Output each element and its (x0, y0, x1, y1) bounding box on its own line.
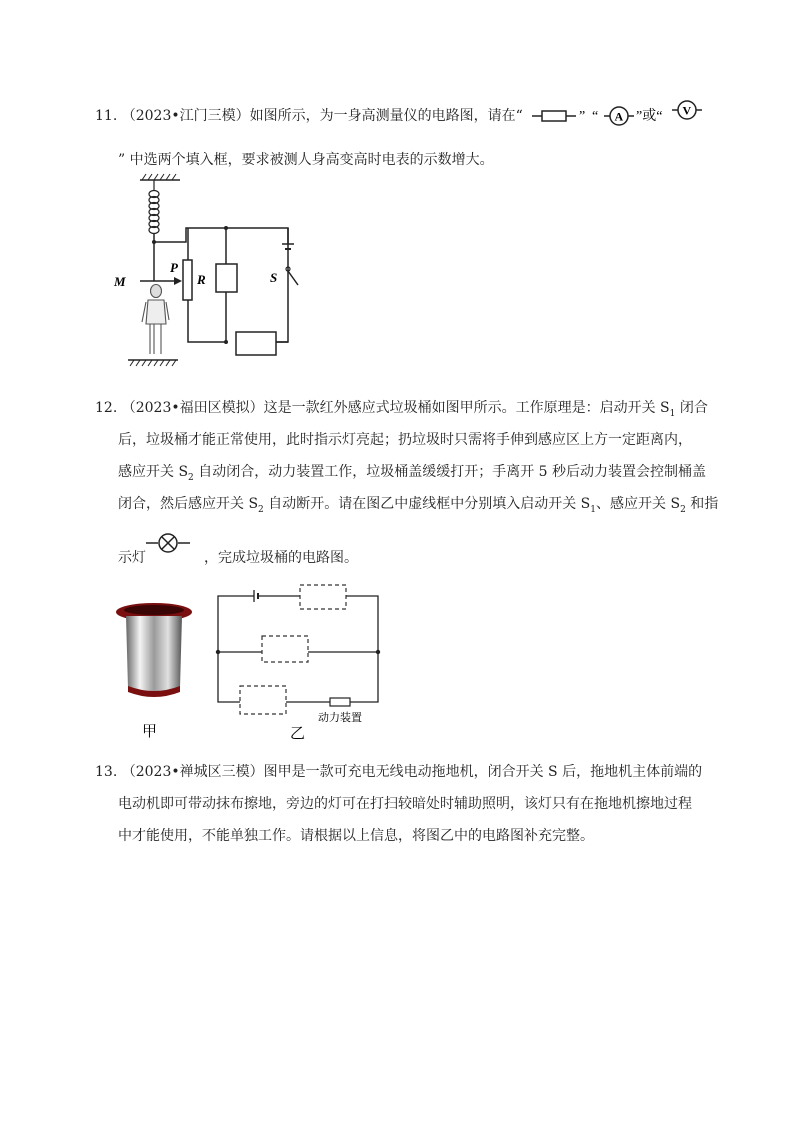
q13-number: 13. (95, 764, 118, 780)
q12-sub-3: 2 (188, 472, 194, 483)
q11-line-1 (95, 106, 523, 126)
q11-resistor-r (183, 260, 192, 300)
spring-icon (149, 191, 159, 234)
q12-number: 12. (95, 400, 118, 416)
q12-sub-1: 1 (669, 408, 676, 419)
q11-label-s: S (270, 270, 278, 285)
q11-label-r: R (197, 272, 206, 287)
q12-sub-4c: 2 (680, 504, 686, 515)
quote-2: “ (592, 109, 599, 124)
q12-line-5a: 示灯 (118, 550, 146, 566)
q12-line-1 (95, 398, 708, 418)
q11-label-m: M (114, 274, 126, 289)
power-device-label: 动力装置 (318, 712, 362, 724)
figure-yi-label: 乙 (290, 726, 306, 742)
dashed-box-bottom (240, 686, 286, 714)
q13-source: （2023•禅城区三模） (121, 764, 264, 780)
q12-text-4b: 自动断开。请在图乙中虚线框中分别填入启动开关 S (263, 496, 591, 512)
dashed-box-middle (262, 636, 308, 662)
q13-line-1 (95, 762, 702, 782)
q12-text-1-tail: 闭合 (675, 400, 708, 416)
figure-jia-label: 甲 (142, 724, 158, 740)
q13-text-1: 图甲是一款可充电无线电动拖地机，闭合开关 S 后，拖地机主体前端的 (263, 764, 703, 780)
q11-text: 如图所示，为一身高测量仪的电路图，请在“ (249, 108, 523, 124)
q12-text-4d: 和指 (685, 496, 719, 512)
q12-line-5b: ，完成垃圾桶的电路图。 (204, 550, 358, 566)
q12-text-1: 这是一款红外感应式垃圾桶如图甲所示。工作原理是：启动开关 S (263, 400, 670, 416)
ammeter-symbol-icon (604, 107, 634, 125)
q11-circuit-figure (110, 172, 310, 372)
voltmeter-symbol-icon (672, 101, 702, 119)
q12-line-2: 后，垃圾桶才能正常使用，此时指示灯亮起；扔垃圾时只需将手伸到感应区上方一定距离内， (118, 432, 692, 448)
q11-symbols (532, 104, 712, 134)
q12-circuit-figure (210, 580, 390, 740)
q12-sub-4b: 1 (590, 504, 597, 515)
q12-text-4c: 、感应开关 S (596, 496, 681, 512)
q12-text-3b: 自动闭合，动力装置工作，垃圾桶盖缓缓打开；手离开 5 秒后动力装置会控制桶盖 (193, 464, 707, 480)
voltmeter-letter: V (682, 103, 692, 118)
q12-text-3a: 感应开关 S (118, 464, 189, 480)
q12-sub-4a: 2 (258, 504, 264, 515)
lamp-symbol-icon (146, 533, 196, 563)
q11-box-upper (216, 264, 237, 292)
q11-box-lower (236, 332, 276, 355)
q11-number: 11. (95, 108, 118, 124)
q12-source: （2023•福田区模拟） (121, 400, 264, 416)
power-device-symbol (330, 698, 350, 706)
q11-source: （2023•江门三模） (121, 108, 250, 124)
quote-1: ” (579, 109, 586, 124)
q12-line-3 (118, 462, 706, 482)
q11-label-p: P (170, 260, 178, 275)
q12-text-4a: 闭合，然后感应开关 S (118, 496, 259, 512)
quote-or: ”或“ (636, 109, 663, 124)
dashed-box-top (300, 585, 346, 609)
person-icon (142, 285, 169, 355)
trash-can-figure (112, 600, 202, 740)
ammeter-letter: A (614, 109, 624, 124)
q13-line-2: 电动机即可带动抹布擦地，旁边的灯可在打扫较暗处时辅助照明，该灯只有在拖地机擦地过程 (118, 796, 692, 812)
resistor-symbol-icon (532, 111, 576, 121)
q11-line-2: ” 中选两个填入框，要求被测人身高变高时电表的示数增大。 (118, 152, 494, 168)
q12-line-4 (118, 494, 718, 514)
q13-line-3: 中才能使用，不能单独工作。请根据以上信息，将图乙中的电路图补充完整。 (118, 828, 594, 844)
